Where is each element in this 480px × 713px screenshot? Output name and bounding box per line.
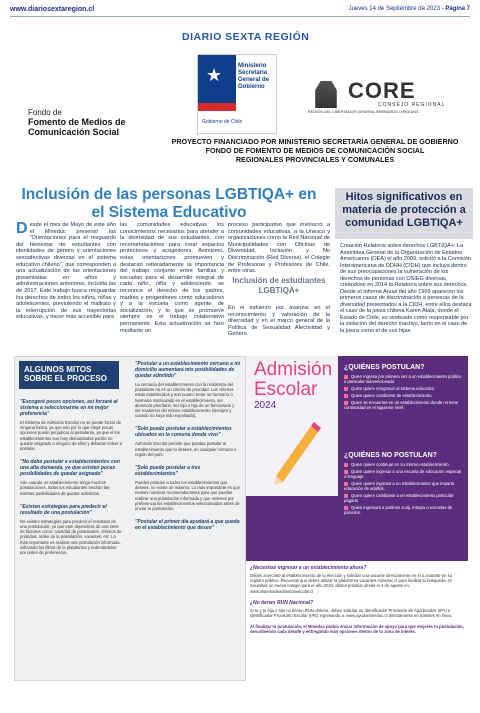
myth-heading: "Postular el primer día ayudará a que quede en el establecimiento que deseo": [135, 519, 240, 532]
article-column-1: [16, 222, 116, 321]
project-credit: [160, 137, 470, 164]
masthead: DIARIO SEXTA REGIÓN: [182, 31, 310, 43]
article-column-2: las comunidades educativas los conocimientos necesarios para atender a la diversidad de sus estudiantes, con recomendaciones para crear espacios protectores y acogedores. Asimismo, estas orientaciones promueven y destacan reiteradamente la importancia del trabajo conjunto entre familias y escuelas para el desarrollo integral de cada niño, niña y adolescente, se reconoce el derecho de los padres, madres y progenitores como educadores y a la escuela como agente de socialización, y lo que se promueve siempre es el trabajo colaborativo permanente. Esta actualización se hizo mediante un: [120, 222, 224, 334]
column-1-text: esde el mes de Mayo de este año el Mineduc presentó las "Orientaciones para el resguardo del bienestar de estudiantes con identidades de género y orientaciones sexoafectivas diversas en el sistema educativo chileno", que corresponden a una actualización de las orientaciones presentadas en años y administraciones anteriores, incluida las de 2017. Este trabajo busca resguardar los derechos de todos los niños, niñas y adolescentes, previniendo el maltrato y la interrupción de sus trayectorias educativas, y hacer más accesible para: [16, 222, 116, 321]
myth-heading: "Existen estrategias para predecir el resultado de una postulación": [20, 503, 107, 516]
sidebar-text: Creación Relatoría sobre derechos LGBTIQA+: La Asamblea General de la Organización de Estados Americanos (OEA) el año 2009, solicitó a la Comisión Interamericana de DDHH (CIDH) que incluya dentro de sus preocupaciones la vulneración de los derechos de personas con OSIEG diversas, creándose en 2014 la Relatoría sobre sus derechos. Desde el Informe Anual del año 1999 aparecen los primeros casos de discriminación a personas de la diversidad presentados a la CIDH, entre ellos destaca el caso de la jueza chilena Karen Atala, donde el Estado de Chile, es sindicado como responsable por la violación del derecho inactivo, tanto en el caso de la jueza como el de sus hijas.: [340, 243, 472, 334]
gob-footer: Gobierno de Chile: [202, 119, 243, 125]
admision-logo-panel: [246, 356, 338, 496]
header-divider: [10, 16, 470, 17]
q4-heading: ¿No tienes RUN Nacional?: [250, 599, 314, 606]
mitos-infographic: [14, 356, 246, 681]
pencil-icon: [266, 416, 326, 486]
myth-text: Puedes postular a todos los establecimientos que desees, no existe un máximo. Lo más importante es que revises nuestras recomendaciones para que puedas realizar una postulación informada y que ordenes por preferencia los establecimientos seleccionados antes de enviar tu postulación.: [135, 480, 240, 512]
q2-heading: ¿QUIÉNES NO POSTULAN?: [344, 452, 437, 459]
list-item-text: Quien quiere ingresar a un establecimiento que imparta educación de adultos.: [344, 481, 455, 491]
quienes-postulan: [344, 364, 462, 410]
myth-heading: "Solo puedo postular a establecimientos ubicados en la comuna donde vivo": [135, 426, 232, 439]
page-number: Página 7: [445, 6, 470, 12]
admision-info-panel: [246, 561, 468, 681]
project-line-2: FONDO DE FOMENTO DE MEDIOS DE COMUNICACIÓN SOCIAL: [205, 146, 425, 155]
q3-text: Debes acercarte al establecimiento de tu elección y solicitar una vacante directamente en él o anotarte en su registro público. Recuerda que debes utilizar la plataforma vacantes mineduc.cl para facilitar tu búsqueda. Si necesitas un nuevo colegio para el año 2024, debes postular desde el 4 de agosto en: www.sistemadeadmisionescolar.cl: [250, 573, 453, 594]
myth-heading: "Solo puedo postular a tres establecimientos": [135, 465, 201, 478]
list-item-text: Quien quiere continuar en su mismo establecimiento.: [351, 462, 450, 467]
article-column-3: proceso participativo que involucró a comunidades educativas, a la Unesco y organizaciones como la Red Nacional de Municipalidades con Oficinas de Diversidad, Inclusión y No Discriminación (Red Diversa), el Colegio de Profesoras y Profesores de Chile, entre otras.: [228, 222, 330, 275]
q1-heading: ¿QUIÉNES POSTULAN?: [344, 364, 425, 371]
list-item-text: Quien se encuentra en un establecimiento donde no tiene continuidad en el siguiente nivel.: [344, 400, 459, 410]
admision-word-1: Admisión: [254, 359, 333, 380]
list-item-text: Quien ingresará a jardines Junji, Integra o escuelas de párvulos.: [344, 505, 453, 515]
myth-text: Admisión Escolar permite que puedas postular al establecimiento que tu desees, en cualquier comuna o región del país.: [135, 441, 237, 457]
bullet-icon: [344, 387, 348, 391]
bullet-icon: [344, 394, 348, 398]
fondo-logo: [28, 108, 178, 137]
article-subhead: Inclusión de estudiantes LGBTIQA+: [232, 276, 326, 295]
list-item-text: Quien quiere reingresar al sistema educativo.: [351, 386, 436, 391]
core-region: REGIÓN DEL LIBERTADOR GENERAL BERNARDO O'HIGGINS: [308, 110, 419, 114]
bullet-icon: [344, 463, 348, 467]
list-item-text: Quien quiere ingresar a una escuela de educación especial o lenguaje.: [344, 469, 462, 479]
date-text: Jueves 14 de Septiembre de 2023 -: [348, 6, 446, 12]
mitos-title: ALGUNOS MITOS SOBRE EL PROCESO: [19, 361, 119, 389]
q5-text: Al finalizar tu postulación, el Mineduc podría enviar información de apoyo para que mejores tu postulación, describiendo cada detalle y entregando más opciones dentro de tu zona de interés.: [250, 624, 464, 635]
project-line-3: REGIONALES PROVINCIALES Y COMUNALES: [235, 155, 395, 164]
monument-icon: [308, 78, 344, 108]
flag-red: [198, 103, 236, 111]
list-item: [344, 469, 462, 479]
list-item-text: Quien quiere cambiarse de establecimiento.: [351, 393, 433, 398]
article-headline: Inclusión de las personas LGBTIQA+ en el Sistema Educativo: [21, 186, 317, 221]
q4-text: Si tu y tu hija o hijo no tienen RUN chileno, deben solicitar un Identificador Provisorio de Apoderados (IPA) e Identificador Provisorio Escolar (IPE) ingresando a: www.ayudamineduc.cl directamente en trámites en línea.: [250, 607, 453, 619]
myth-text: No existen estrategias para predecir el resultado de una postulación, ya que este dependerá de una serie de factores como: cantidad de postulantes, criterios de prioridad, orden de la postulación, vacantes, etc. Lo más importante es realizar una postulación informada, utilizando los filtros de la plataforma y ordenándolos por orden de preferencia.: [20, 518, 122, 556]
list-item: [344, 505, 462, 515]
date-line: [349, 6, 470, 12]
gob-title: Ministerio Secretaría General de Gobierno: [238, 63, 270, 90]
mitos-left-column: [20, 399, 123, 555]
myth-heading: "No debo postular a establecimientos con una alta demanda, ya que existen pocas posibilidades de quedar asignado": [20, 459, 120, 478]
quienes-no-postulan: [344, 452, 462, 515]
myth-text: Aún cuando un establecimiento tenga muchos postulaciones, todos los estudiantes tendrán las mismas posibilidades de quedar admitidos.: [20, 480, 110, 496]
article-column-3b: En el esfuerzo por avanzar en el reconocimiento y valoración de la diversidad y en el marco general de la Política de Sexualidad Afectividad y Género.: [228, 305, 330, 338]
project-line-1: PROYECTO FINANCIADO POR MINISTERIO SECRETARÍA GENERAL DE GOBIERNO: [171, 137, 459, 146]
gobierno-logo: [197, 54, 277, 134]
admision-year: 2024: [254, 400, 277, 411]
list-item: [344, 462, 462, 467]
list-item-text: Quien quiere cambiarse a un establecimiento particular pagado.: [344, 493, 454, 503]
q3-heading: ¿Necesitas ingresar a un establecimiento ahora?: [250, 565, 367, 571]
list-item: [344, 386, 462, 391]
list-item: [344, 493, 462, 503]
admision-word-2: Escolar: [254, 379, 318, 400]
myth-heading: "Escogeré pocos opciones, así forzaré al sistema a seleccionarme en mi mejor preferencia": [20, 399, 118, 417]
admision-infographic: [246, 356, 468, 681]
list-item: [344, 400, 462, 410]
sidebar-title-box: Hitos significativos en materia de protección a comunidad LGBTIQA+: [335, 188, 473, 239]
fondo-bold-text: Fomento de Medios de Comunicación Social: [28, 117, 126, 137]
list-item-text: Quien ingresa por primera vez a un establecimiento público o particular subvencionado.: [344, 374, 462, 384]
myth-text: El Sistema de Admisión Escolar no se puede forzar de ninguna forma, ya que eso por lo que elegir pocas opciones puede perjudicar al postulante, ya que el los establecimientos son muy demandados podría no quedar asignado a ninguno de ellos y deberán volver a postular.: [20, 420, 122, 452]
star-icon: ★: [206, 65, 223, 85]
myth-heading: "Postular a un establecimiento cercano a mi domicilio aumentará mis posibilidades de quedar admitido": [135, 361, 241, 379]
list-item: [344, 481, 462, 491]
list-item: [344, 393, 462, 398]
list-item: [344, 374, 462, 384]
core-sub: CONSEJO REGIONAL: [378, 102, 446, 108]
site-url[interactable]: www.diariosextaregion.cl: [10, 6, 95, 13]
core-word: CORE: [348, 78, 416, 103]
myth-text: La cercanía del establecimiento con la residencia del postulante no es un criterio de prioridad. Los criterios están establecidos y son cuatro: tener un hermano o hermana matriculado en el establecimiento, ser alumno/a prioritario, ser hijo o hija de un funcionario y ser exalumno del mismo establecimiento (siempre y cuando no haya sido expulsado).: [135, 382, 235, 419]
mitos-right-column: [135, 361, 241, 531]
drop-cap: D: [16, 220, 28, 237]
fondo-small-text: Fondo de: [28, 108, 62, 117]
